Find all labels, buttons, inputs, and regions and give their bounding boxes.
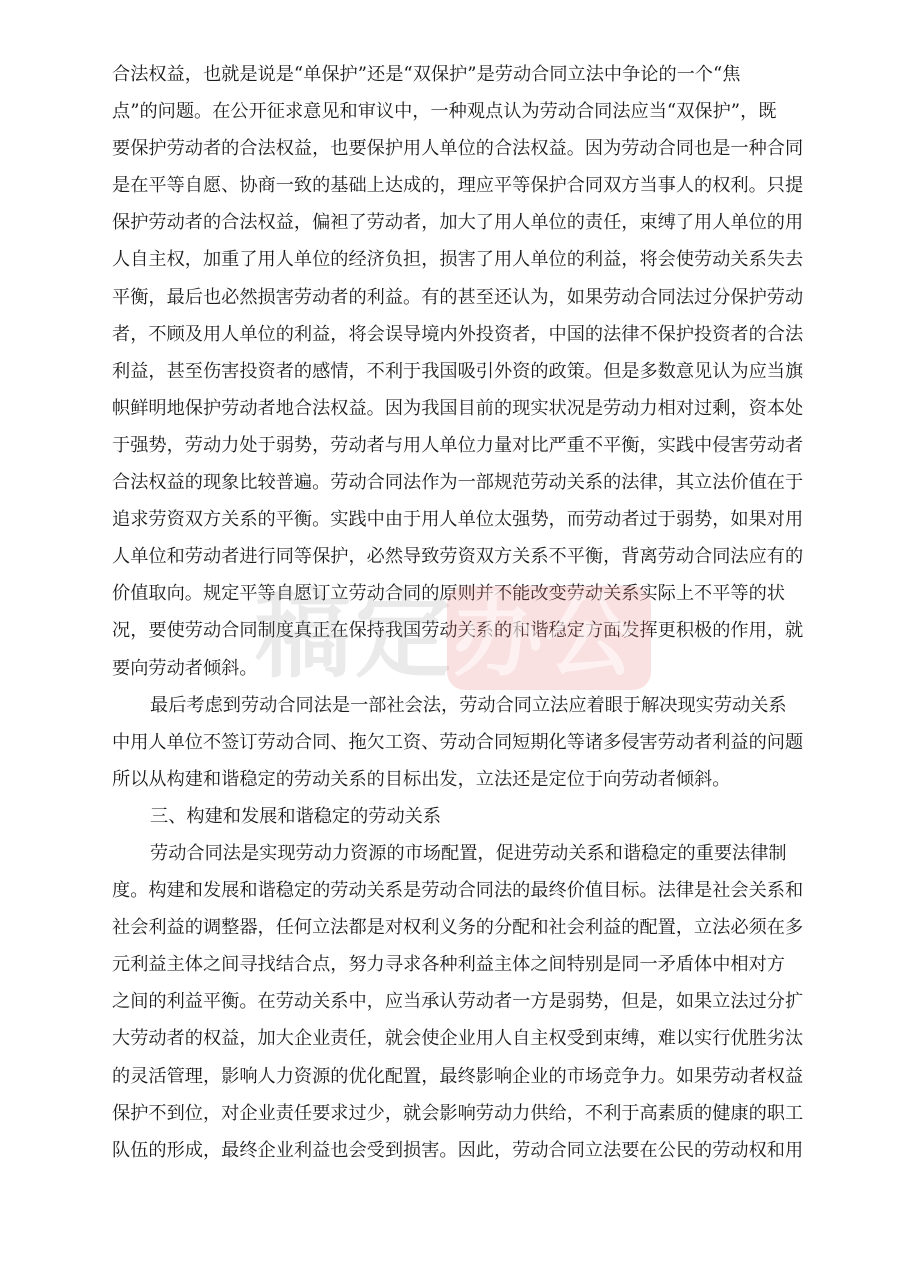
text-line: 合法权益，也就是说是“单保护”还是“双保护”是劳动合同立法中争论的一个“焦 xyxy=(112,64,741,85)
text-line: 的灵活管理，影响人力资源的优化配置，最终影响企业的市场竞争力。如果劳动者权益 xyxy=(112,1065,804,1087)
text-line: 社会利益的调整器，任何立法都是对权利义务的分配和社会利益的配置，立法必须在多 xyxy=(112,917,804,939)
text-line: 元利益主体之间寻找结合点，努力寻求各种利益主体之间特别是同一矛盾体中相对方 xyxy=(112,954,785,976)
text-line: 度。构建和发展和谐稳定的劳动关系是劳动合同法的最终价值目标。法律是社会关系和 xyxy=(112,880,804,902)
section-heading: 三、构建和发展和谐稳定的劳动关系 xyxy=(150,805,442,827)
text-line: 保护不到位，对企业责任要求过少，就会影响劳动力供给，不利于高素质的健康的职工 xyxy=(112,1102,804,1124)
text-line: 人自主权，加重了用人单位的经济负担，损害了用人单位的利益，将会使劳动关系失去 xyxy=(112,249,804,271)
text-line: 队伍的形成，最终企业利益也会受到损害。因此，劳动合同立法要在公民的劳动权和用 xyxy=(112,1139,804,1161)
text-line: 况，要使劳动合同制度真正在保持我国劳动关系的和谐稳定方面发挥更积极的作用，就 xyxy=(112,620,804,642)
text-line: 平衡，最后也必然损害劳动者的利益。有的甚至还认为，如果劳动合同法过分保护劳动 xyxy=(112,286,804,308)
text-line: 人单位和劳动者进行同等保护，必然导致劳资双方关系不平衡，背离劳动合同法应有的 xyxy=(112,546,804,568)
text-line: 保护劳动者的合法权益，偏袒了劳动者，加大了用人单位的责任，束缚了用人单位的用 xyxy=(112,212,804,234)
text-line: 是在平等自愿、协商一致的基础上达成的，理应平等保护合同双方当事人的权利。只提 xyxy=(112,175,804,197)
text-line: 合法权益的现象比较普遍。劳动合同法作为一部规范劳动关系的法律，其立法价值在于 xyxy=(112,472,804,494)
text-line: 所以从构建和谐稳定的劳动关系的目标出发，立法还是定位于向劳动者倾斜。 xyxy=(112,768,731,790)
text-line: 中用人单位不签订劳动合同、拖欠工资、劳动合同短期化等诸多侵害劳动者利益的问题 xyxy=(112,731,804,753)
document-body xyxy=(112,56,812,1169)
text-line: 要向劳动者倾斜。 xyxy=(112,657,258,679)
text-line: 价值取向。规定平等自愿订立劳动合同的原则并不能改变劳动关系实际上不平等的状 xyxy=(112,583,785,605)
paragraph-start-line: 劳动合同法是实现劳动力资源的市场配置，促进劳动关系和谐稳定的重要法律制 xyxy=(150,842,787,864)
text-line: 帜鲜明地保护劳动者地合法权益。因为我国目前的现实状况是劳动力相对过剩，资本处 xyxy=(112,397,804,419)
text-line: 点”的问题。在公开征求意见和审议中，一种观点认为劳动合同法应当“双保护”，既 xyxy=(112,101,777,123)
text-line: 于强势，劳动力处于弱势，劳动者与用人单位力量对比严重不平衡，实践中侵害劳动者 xyxy=(112,434,804,456)
watermark-right-text: 办公 xyxy=(453,584,637,689)
watermark-left-text: 稿定 xyxy=(255,579,455,691)
paragraph-start-line: 最后考虑到劳动合同法是一部社会法，劳动合同立法应着眼于解决现实劳动关系 xyxy=(150,694,787,716)
text-line: 之间的利益平衡。在劳动关系中，应当承认劳动者一方是弱势，但是，如果立法过分扩 xyxy=(112,991,804,1013)
text-line: 者，不顾及用人单位的利益，将会误导境内外投资者，中国的法律不保护投资者的合法 xyxy=(112,323,804,345)
text-line: 利益，甚至伤害投资者的感情，不利于我国吸引外资的政策。但是多数意见认为应当旗 xyxy=(112,360,804,382)
text-line: 要保护劳动者的合法权益，也要保护用人单位的合法权益。因为劳动合同也是一种合同 xyxy=(112,138,804,160)
text-line: 追求劳资双方关系的平衡。实践中由于用人单位太强势，而劳动者过于弱势，如果对用 xyxy=(112,509,804,531)
text-line: 大劳动者的权益，加大企业责任，就会使企业用人自主权受到束缚，难以实行优胜劣汰 xyxy=(112,1028,804,1050)
